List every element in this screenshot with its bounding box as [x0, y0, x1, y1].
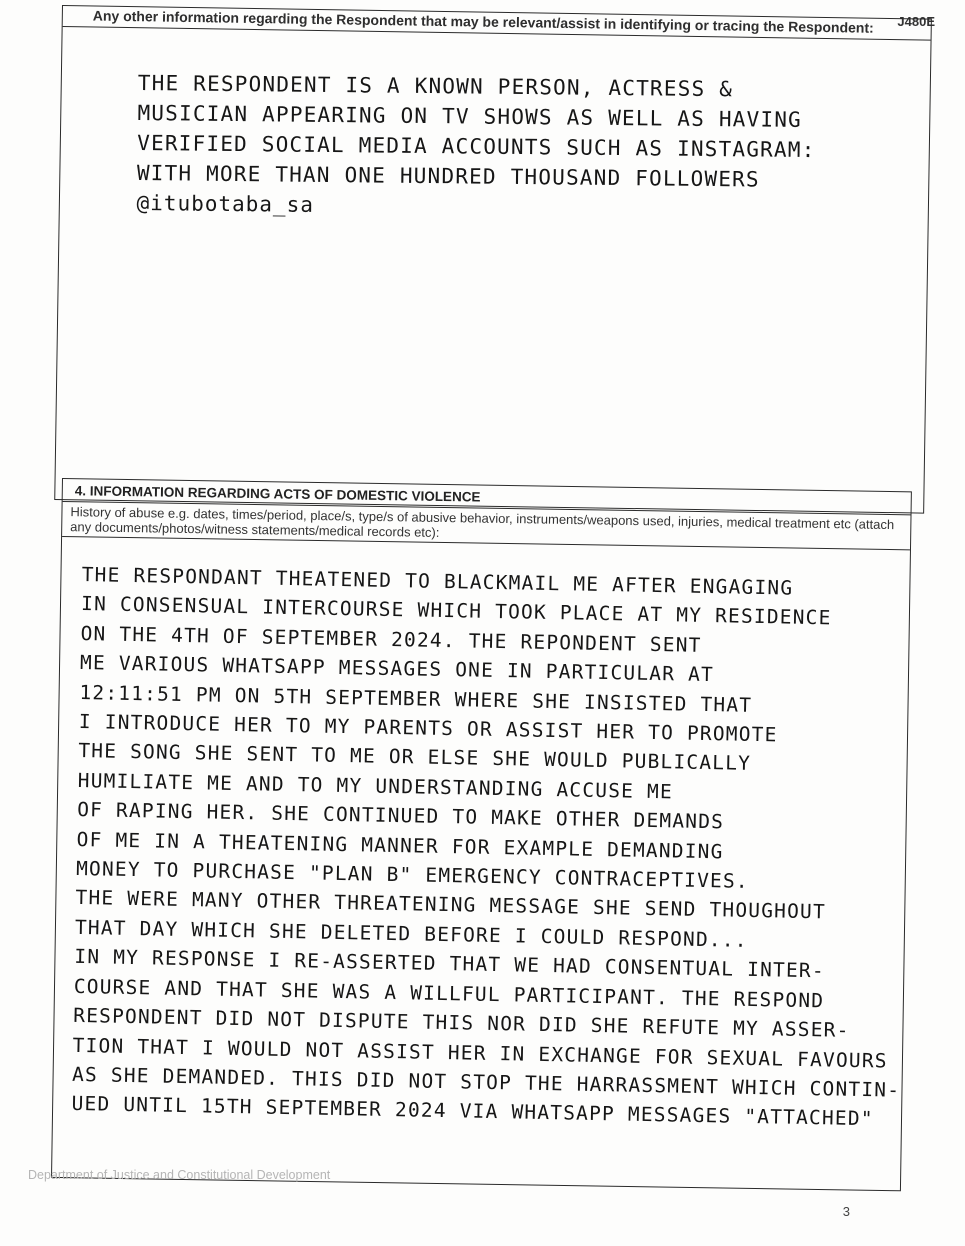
- handwritten-line: WITH MORE THAN ONE HUNDRED THOUSAND FOLLOWERS: [136, 160, 760, 192]
- handwritten-line: THAT DAY WHICH SHE DELETED BEFORE I COULD RESPOND...: [74, 915, 748, 952]
- handwritten-line: THE RESPONDANT THEATENED TO BLACKMAIL ME AFTER ENGAGING: [81, 562, 794, 600]
- handwritten-line: MONEY TO PURCHASE "PLAN B" EMERGENCY CONTRACEPTIVES.: [75, 857, 750, 893]
- department-footer: Department of Justice and Constitutional Development: [28, 1168, 331, 1182]
- page-number: 3: [842, 1204, 850, 1219]
- section-title: 4. INFORMATION REGARDING ACTS OF DOMESTIC VIOLENCE: [63, 479, 911, 515]
- handwritten-line: THE SONG SHE SENT TO ME OR ELSE SHE WOULD PUBLICALLY: [78, 739, 752, 776]
- handwritten-line: TION THAT I WOULD NOT ASSIST HER IN EXCHANGE FOR SEXUAL FAVOURS: [72, 1033, 888, 1073]
- handwritten-line: RESPONDENT DID NOT DISPUTE THIS NOR DID SHE REFUTE MY ASSER-: [73, 1004, 850, 1042]
- handwritten-line: MUSICIAN APPEARING ON TV SHOWS AS WELL AS HAVING: [137, 100, 803, 132]
- handwritten-line: IN CONSENSUAL INTERCOURSE WHICH TOOK PLACE AT MY RESIDENCE: [80, 592, 832, 630]
- domestic-violence-handwriting: [71, 560, 902, 1134]
- handwritten-line: HUMILIATE ME AND TO MY UNDERSTANDING ACCUSE ME: [77, 768, 674, 804]
- handwritten-line: ME VARIOUS WHATSAPP MESSAGES ONE IN PARTICULAR AT: [79, 651, 715, 687]
- section-instructions: History of abuse e.g. dates, times/period, place/s, type/s of abusive behavior, instruments/weapons used, injuries, medical treatment etc (attach any documents/photos/witness statements/medical records etc):: [62, 502, 910, 550]
- handwritten-line: AS SHE DEMANDED. THIS DID NOT STOP THE HARRASSMENT WHICH CONTIN-: [71, 1062, 901, 1102]
- handwritten-line: 12:11:51 PM ON 5TH SEPTEMBER WHERE SHE INSISTED THAT: [79, 680, 753, 717]
- handwritten-line: THE RESPONDENT IS A KNOWN PERSON, ACTRESS &: [137, 70, 734, 102]
- handwritten-line: OF RAPING HER. SHE CONTINUED TO MAKE OTHER DEMANDS: [76, 798, 725, 834]
- handwritten-line: OF ME IN A THEATENING MANNER FOR EXAMPLE DEMANDING: [76, 827, 724, 864]
- respondent-info-header: Any other information regarding the Respondent that may be relevant/assist in identifying or tracing the Respondent:: [63, 6, 931, 41]
- instagram-handle: @itubotaba_sa: [136, 190, 315, 217]
- respondent-handwriting: [136, 68, 908, 226]
- handwritten-line: COURSE AND THAT SHE WAS A WILLFUL PARTICIPANT. THE RESPOND: [73, 974, 825, 1013]
- form-code: J480E: [897, 14, 935, 29]
- handwritten-line: VERIFIED SOCIAL MEDIA ACCOUNTS SUCH AS INSTAGRAM:: [137, 130, 816, 163]
- handwritten-line: UED UNTIL 15TH SEPTEMBER 2024 VIA WHATSAPP MESSAGES "ATTACHED": [71, 1092, 874, 1131]
- handwritten-line: ON THE 4TH OF SEPTEMBER 2024. THE REPONDENT SENT: [80, 621, 702, 657]
- handwritten-line: THE WERE MANY OTHER THREATENING MESSAGE SHE SEND THOUGHOUT: [75, 886, 827, 924]
- handwritten-line: I INTRODUCE HER TO MY PARENTS OR ASSIST HER TO PROMOTE: [78, 710, 778, 747]
- handwritten-line: IN MY RESPONSE I RE-ASSERTED THAT WE HAD CONSENTUAL INTER-: [74, 945, 825, 983]
